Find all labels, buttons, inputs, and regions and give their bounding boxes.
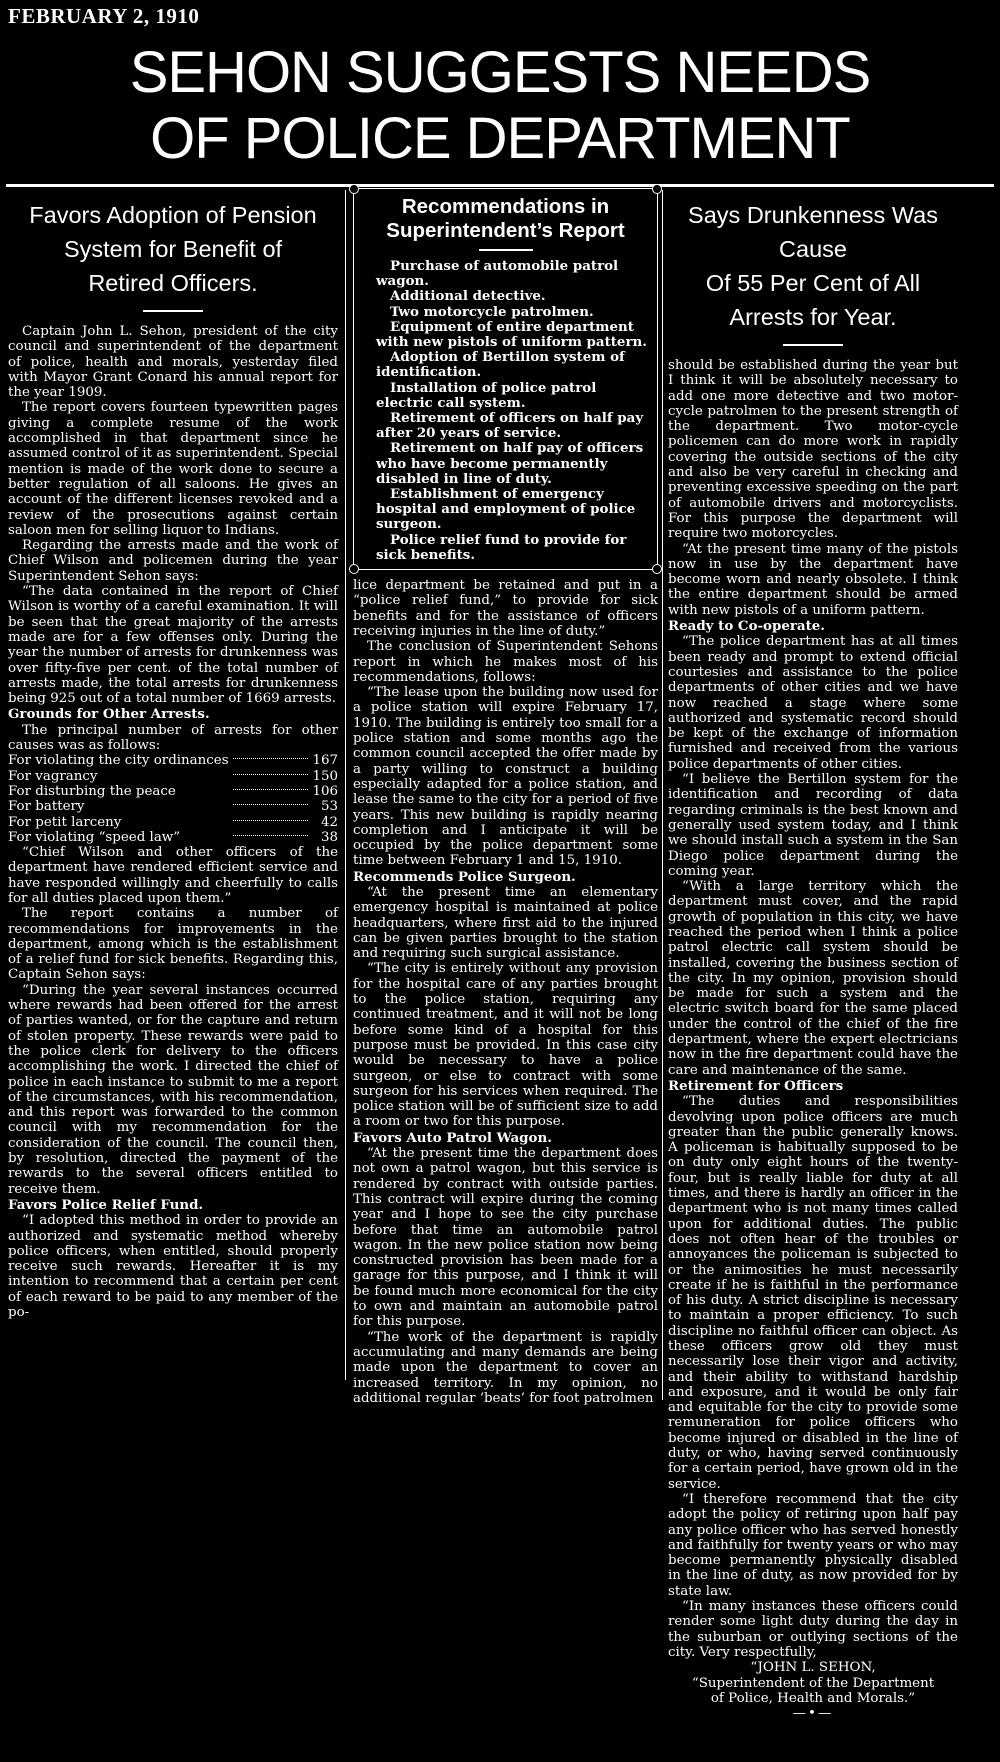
recommendations-box [353,188,658,570]
deck-line: Arrests for Year. [729,304,897,330]
paragraph: “The duties and responsibilities devolving upon police officers are much greater than the public generally knows. A policeman is habitually supposed to be on duty only eight hours of the twenty-four, but is really liable for duty at all times, and there is hardly an officer in the department who is not many times called upon for additional duties. The public does not often hear of the troubles or annoyances the policeman is subjected to or the animosities he must necessarily create if he is faithful in the performance of his duty. A strict discipline is necessary to maintain a proper efficiency. To such discipline no faithful officer can object. As these officers grow old they must necessarily lose their vigor and activity, and their ability to withstand hardship and exposure, and it would be only fair and equitable for the city to provide some remuneration for police officers who become injured or disabled in the line of duty, or who, having served continuously for a certain period, have grown old in the service. [668,1094,958,1492]
paragraph: “At the present time an elementary emergency hospital is maintained at police headquarters, where first aid to the injured can be given parties brought to the station and requiring such surgical assistance. [353,885,658,962]
subheading: Ready to Co-operate. [668,618,825,635]
deck-line: Favors Adoption of Pension [29,202,317,228]
headline [0,40,1000,172]
table-row [8,753,338,768]
table-row [8,815,338,830]
paragraph: The report covers fourteen typewritten pages giving a complete resume of the work accomplished in that department since he assumed control of it as superintendent. Special mention is made of the work done to secure a better regulation of all saloons. He gives an account of the different licenses revoked and a review of the prosecutions against certain saloon men for selling liquor to Indians. [8,400,338,538]
subheading: Retirement for Officers [668,1077,844,1094]
ornament [349,184,359,194]
signature-line: “JOHN L. SEHON, [750,1660,876,1676]
column-3 [668,198,958,1721]
recommendation-item: Two motorcycle patrolmen. [390,303,594,320]
deck-line: System for Benefit of [63,236,283,262]
column-2 [353,188,658,1406]
box-rule [479,249,533,251]
subheading: Recommends Police Surgeon. [353,868,576,885]
dateline: FEBRUARY 2, 1910 [8,4,200,28]
paragraph: “The police department has at all times been ready and prompt to extend official courtesies and assistance to the police departments of other cities and we have now reached a stage where some authorized and systematic record should be kept of the exchange of information furnished and received from the various police departments of other cities. [668,634,958,772]
paragraph: should be established during the year but I think it will be absolutely necessary to add one more detective and two motor-cycle patrolmen to the present strength of the department. Two motor-cycle policemen can do more work in rapidly covering the outside sections of the city and also be very careful in checking and preventing excessive speeding on the part of automobile drivers and motorcyclists. For this purpose the department will require two motorcycles. [668,358,958,542]
column-1-deck [8,198,338,300]
recommendation-item: Additional detective. [390,288,546,305]
paragraph: “The data contained in the report of Chief Wilson is worthy of a careful examination. It will be seen that the great majority of the arrests made are for a few offenses only. During the year the number of arrests for drunkenness was over fifty-five per cent. of the total number of arrests made, the total arrests for drunkenness being 925 out of a total number of 1669 arrests. [8,584,338,707]
paragraph: “During the year several instances occurred where rewards had been offered for the arrest of parties wanted, or for the capture and return of stolen property. These rewards were paid to the police clerk for delivery to the officers accomplishing the work. I directed the chief of police in each instance to submit to me a report of the circumstances, with his recommendation, and this report was forwarded to the common council with my recommendation for the consideration of the council. The council then, by resolution, directed the payment of the rewards to the several officers entitled to receive them. [8,982,338,1197]
paragraph: “I adopted this method in order to provide an authorized and systematic method whereby police officers, when entitled, should properly receive such rewards. Hereafter it is my intention to recommend that a certain per cent of each reward to be paid to any member of the po- [8,1213,338,1320]
deck-rule [143,310,203,312]
paragraph: “The work of the department is rapidly accumulating and many demands are being made upon the department to cover an increased territory. In my opinion, no additional regular ‘beats’ for foot patrolmen [353,1329,658,1406]
column-rule-1 [345,190,346,1380]
paragraph: The principal number of arrests for other causes was as follows: [8,722,338,754]
table-row [8,769,338,784]
ornament [652,564,662,574]
signature-line: “Superintendent of the Department [691,1675,935,1691]
arrest-count: 106 [312,783,338,799]
paragraph: The conclusion of Superintendent Sehons report in which he makes most of his recommendations, follows: [353,639,658,685]
paragraph: “At the present time many of the pistols now in use by the department have become worn and nearly obsolete. I think the entire department should be armed with new pistols of a uniform pattern. [668,541,958,618]
ornament [349,564,359,574]
paragraph: lice department be retained and put in a “police relief fund,” to provide for sick benefits and for the assistance of officers receiving injuries in the line of duty.” [353,578,658,639]
subheading: Favors Police Relief Fund. [8,1196,204,1213]
recommendation-item: Retirement on half pay of officers who have become permanently disabled in line of duty. [376,440,644,487]
deck-line: Says Drunkenness Was Cause [688,202,938,262]
paragraph: “The city is entirely without any provision for the hospital care of any parties brought to the police station, requiring any continued treatment, and it will not be long before some kind of a hospital for this purpose must be provided. In this case city would be necessary to have a police surgeon, or else to contract with some surgeon for his services when required. The police station will be of sufficient size to add a room or two for this purpose. [353,961,658,1130]
recommendation-item: Installation of police patrol electric call system. [376,379,597,411]
arrest-label: For disturbing the peace [8,783,176,799]
box-title-line: Recommendations in [401,195,610,218]
arrest-label: For petit larceny [8,814,122,830]
recommendation-item: Establishment of emergency hospital and employment of police surgeon. [376,486,636,533]
arrest-label: For violating the city ordinances [8,753,229,769]
arrests-table [8,753,338,845]
deck-rule [783,344,843,346]
signature [668,1660,958,1706]
arrest-count: 42 [320,814,338,830]
paragraph: “Chief Wilson and other officers of the department have rendered efficient service and have responded willingly and cheerfully to calls for all duties placed upon them.” [8,845,338,906]
paragraph: “I therefore recommend that the city adopt the policy of retiring upon half pay any police officer who has served honestly and faithfully for twenty years or who may become permanently physically disabled in the line of duty, as now provided for by state law. [668,1491,958,1599]
column-rule-2 [662,190,663,1400]
headline-line-1: SEHON SUGGESTS NEEDS [129,40,871,105]
recommendation-item: Equipment of entire department with new pistols of uniform pattern. [376,318,647,351]
deck-line: Retired Officers. [88,270,258,296]
headline-line-2: OF POLICE DEPARTMENT [150,106,850,171]
table-row [8,830,338,845]
arrest-count: 53 [320,799,338,815]
ornament [652,184,662,194]
subheading: Favors Auto Patrol Wagon. [353,1129,552,1146]
table-row [8,784,338,799]
paragraph: “I believe the Bertillon system for the identification and recording of data regarding criminals is the best known and generally used system today, and I think we should install such a system in the San Diego police department during the coming year. [668,772,958,879]
recommendation-item: Retirement of officers on half pay after 20 years of service. [376,410,644,442]
paragraph: Captain John L. Sehon, president of the city council and superintendent of the department of police, health and morals, yesterday filed with Mayor Grant Conard his annual report for the year 1909. [8,324,338,401]
recommendation-item: Purchase of automobile patrol wagon. [376,258,619,290]
arrest-label: For battery [8,799,85,815]
box-title-line: Superintendent’s Report [386,219,625,242]
subheading: Grounds for Other Arrests. [8,706,210,723]
recommendation-item: Police relief fund to provide for sick benefits. [376,531,627,563]
paragraph: The report contains a number of recommendations for improvements in the department, among which is the establishment of a relief fund for sick benefits. Regarding this, Captain Sehon says: [8,906,338,983]
table-row [8,799,338,814]
signature-line: of Police, Health and Morals.” [710,1690,916,1706]
paragraph: “In many instances these officers could render some light duty during the day in the suburban or outlying sections of the city. Very respectfully, [668,1599,958,1660]
paragraph: “At the present time the department does not own a patrol wagon, but this service is rendered by contract with outside parties. This contract will expire during the coming year and I hope to see the city purchase before that time an automobile patrol wagon. In the new police station now being constructed provision has been made for a garage for this purpose, and I think it will be found much more economical for the city to own and maintain an automobile patrol for this purpose. [353,1146,658,1330]
arrest-label: For violating “speed law” [8,829,181,845]
box-title [362,195,649,243]
column-1 [8,198,338,1320]
arrest-label: For vagrancy [8,768,98,784]
paragraph: Regarding the arrests made and the work of Chief Wilson and policemen during the year Superintendent Sehon says: [8,538,338,584]
paragraph: “With a large territory which the department must cover, and the rapid growth of population in this city, we have reached the period when I think a police patrol electric call system should be installed, covering the business section of the city. In my opinion, provision should be made for such a system and the electric switch board for the same placed under the control of the chief of the fire department, where the expert electricians now in the fire department could have the care and maintenance of the same. [668,879,958,1078]
paragraph: “The lease upon the building now used for a police station will expire February 17, 1910. The building is entirely too small for a police station and some months ago the common council accepted the offer made by a party willing to construct a building especially adapted for a police station, and lease the same to the city for a period of five years. This new building is rapidly nearing completion and I anticipate it will be occupied by the police department some time between February 1 and 15, 1910. [353,685,658,869]
headline-rule [6,184,994,187]
deck-line: Of 55 Per Cent of All [705,270,921,296]
arrest-count: 167 [312,753,338,769]
arrest-count: 38 [320,829,338,845]
recommendation-item: Adoption of Bertillon system of identification. [376,349,625,381]
end-mark: —•— [792,1706,834,1722]
column-3-deck [668,198,958,334]
arrest-count: 150 [312,768,338,784]
